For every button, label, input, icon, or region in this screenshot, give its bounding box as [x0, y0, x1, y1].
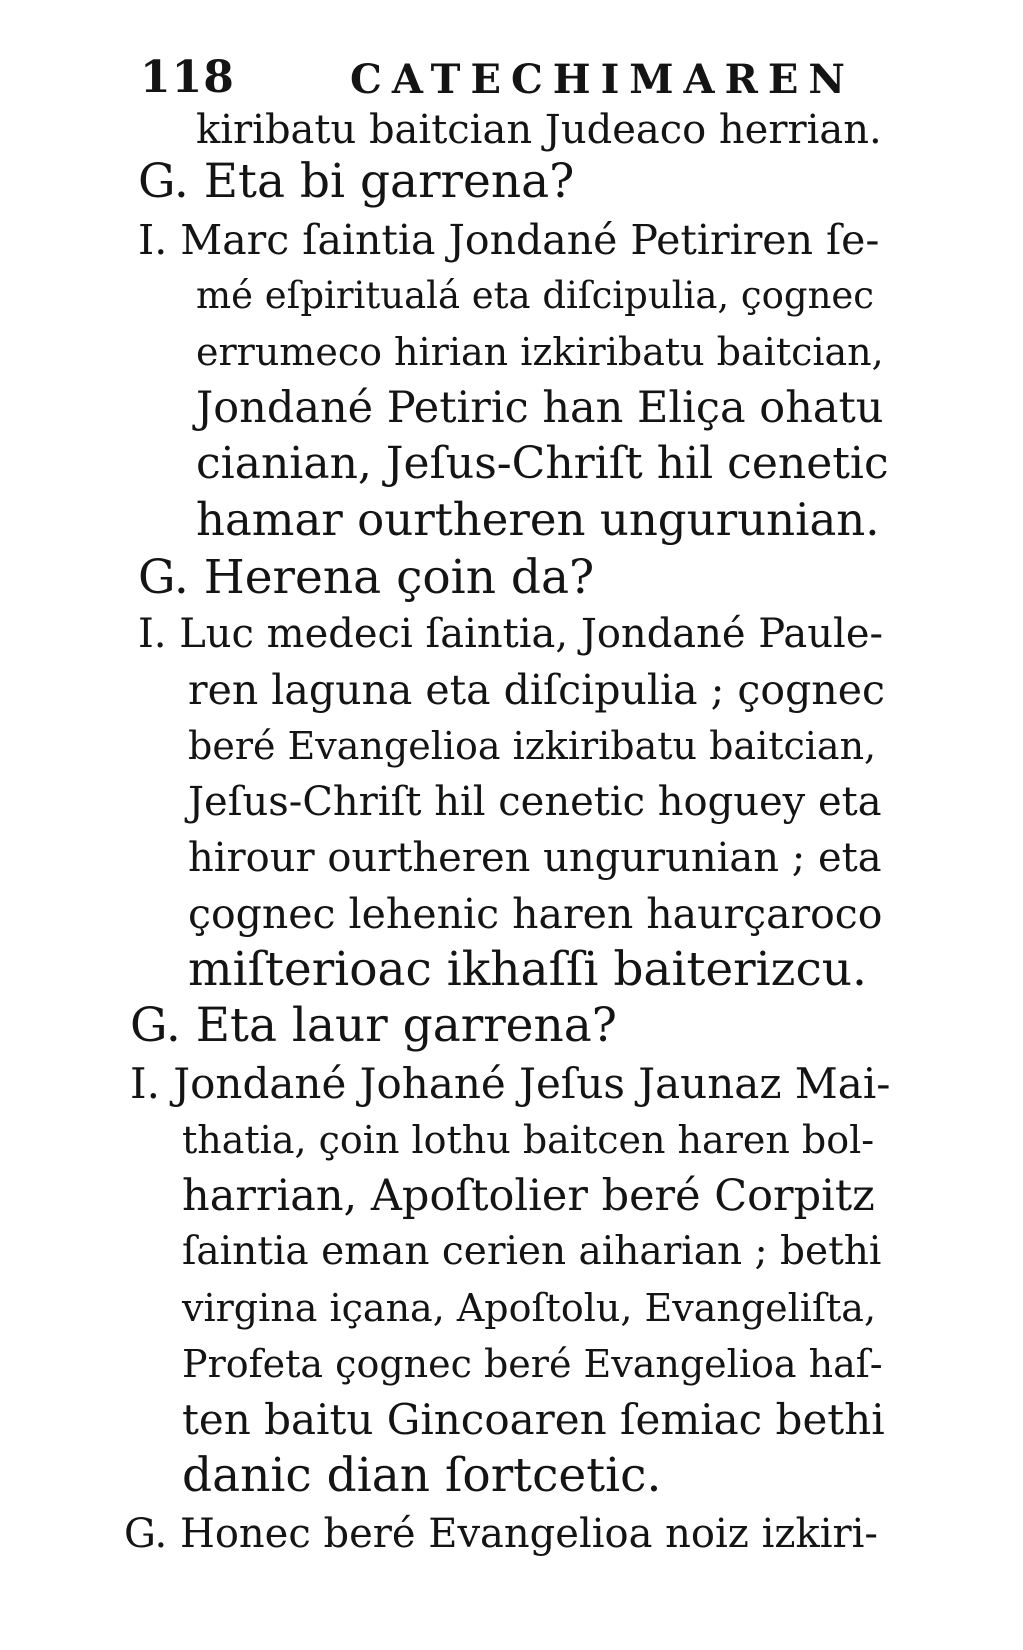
text-line: cianian, Jeſus-Chriſt hil cenetic	[196, 438, 889, 489]
text-line: G. Herena çoin da?	[138, 550, 595, 605]
text-line: Jeſus-Chriſt hil cenetic hoguey eta	[188, 779, 882, 825]
text-line: ten baitu Gincoaren ſemiac bethi	[182, 1395, 885, 1444]
text-line: I. Jondané Johané Jeſus Jaunaz Mai-	[130, 1059, 891, 1108]
text-line: Jondané Petiric han Eliça ohatu	[196, 383, 884, 433]
text-line: G. Eta laur garrena?	[130, 998, 617, 1053]
text-line: Profeta çognec beré Evangelioa haſ-	[182, 1342, 883, 1386]
running-head: CATECHIMAREN	[350, 56, 855, 103]
text-line: virgina içana, Apoſtolu, Evangeliſta,	[182, 1286, 877, 1330]
text-line: ſaintia eman cerien aiharian ; bethi	[182, 1229, 882, 1274]
text-line: G. Honec beré Evangelioa noiz izkiri-	[124, 1511, 878, 1557]
text-line: çognec lehenic haren haurçaroco	[188, 890, 883, 938]
text-line: harrian, Apoſtolier beré Corpitz	[182, 1171, 875, 1221]
text-line: errumeco hirian izkiribatu baitcian,	[196, 330, 884, 374]
text-line: I. Marc ſaintia Jondané Petiriren ſe-	[138, 216, 880, 264]
text-line: G. Eta bi garrena?	[138, 154, 575, 209]
text-line: kiribatu baitcian Judeaco herrian.	[196, 107, 882, 153]
text-line: danic dian ſortcetic.	[182, 1448, 662, 1503]
text-line: mé eſpiritualá eta diſcipulia, çognec	[196, 274, 875, 317]
text-line: thatia, çoin lothu baitcen haren bol-	[182, 1118, 875, 1162]
text-line: miſterioac ikhaſſi baiterizcu.	[188, 942, 867, 997]
page-number: 118	[140, 52, 235, 103]
text-line: hamar ourtheren ungurunian.	[196, 493, 880, 546]
text-line: beré Evangelioa izkiribatu baitcian,	[188, 724, 877, 768]
text-line: I. Luc medeci ſaintia, Jondané Paule-	[138, 611, 883, 657]
text-line: ren laguna eta diſcipulia ; çognec	[188, 666, 885, 714]
text-line: hirour ourtheren ungurunian ; eta	[188, 835, 882, 881]
